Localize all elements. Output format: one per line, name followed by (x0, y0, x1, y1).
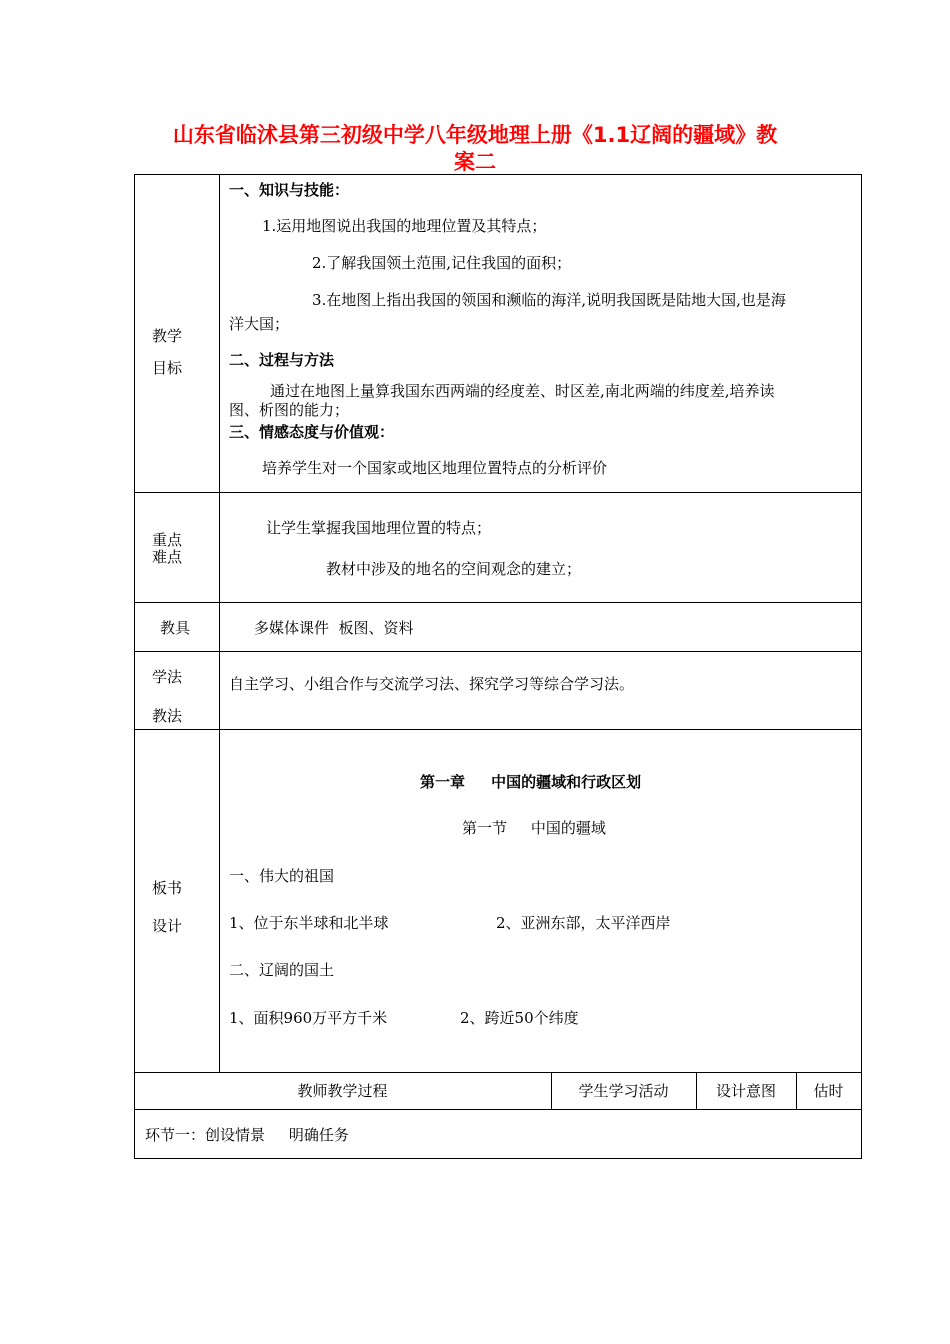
goals-label-1: 教学 (152, 327, 183, 345)
table-border-top (134, 174, 862, 175)
row-divider-tools (134, 651, 862, 652)
table-border-bottom (134, 1158, 862, 1159)
keypoint-1: 让学生掌握我国地理位置的特点； (266, 519, 492, 537)
header-design-intent: 设计意图 (715, 1082, 776, 1100)
goals-item-2: 2.了解我国领土范围,记住我国的面积； (312, 254, 572, 272)
goals-item-3-line-2: 洋大国； (229, 315, 290, 333)
methods-content: 自主学习、小组合作与交流学习法、探究学习等综合学习法。 (229, 675, 635, 693)
board-chapter: 第一章 中国的疆域和行政区划 (420, 773, 642, 791)
row-divider-header (134, 1109, 862, 1110)
goals-section3-heading: 三、情感态度与价值观： (229, 423, 395, 441)
keypoints-label-1: 重点 (152, 531, 183, 549)
board-label-2: 设计 (152, 917, 183, 935)
header-teacher-process: 教师教学过程 (297, 1082, 388, 1100)
keypoints-label-2: 难点 (152, 548, 183, 566)
table-border-left (134, 174, 135, 1159)
goals-process-line-1: 通过在地图上量算我国东西两端的经度差、时区差,南北两端的纬度差,培养读 (270, 382, 775, 400)
goals-attitude: 培养学生对一个国家或地区地理位置特点的分析评价 (262, 459, 608, 477)
row-divider-goals (134, 492, 862, 493)
board-section: 第一节 中国的疆域 (462, 819, 606, 837)
row-divider-board (134, 1072, 862, 1073)
goals-process-line-2: 图、析图的能力； (229, 401, 350, 419)
keypoint-2: 教材中涉及的地名的空间观念的建立； (326, 560, 582, 578)
methods-label-2: 教法 (152, 707, 183, 725)
board-item-2a: 1、面积960万平方千米 (229, 1009, 388, 1027)
title-line-2: 案二 (454, 150, 496, 174)
header-student-activity: 学生学习活动 (578, 1082, 669, 1100)
goals-section2-heading: 二、过程与方法 (229, 351, 335, 369)
title-line-1: 山东省临沭县第三初级中学八年级地理上册《1.1辽阔的疆域》教 (172, 123, 778, 147)
goals-item-3-line-1: 3.在地图上指出我国的领国和濒临的海洋,说明我国既是陆地大国,也是海 (312, 291, 786, 309)
board-heading-1: 一、伟大的祖国 (229, 867, 335, 885)
goals-label-2: 目标 (152, 359, 183, 377)
table-border-right (861, 174, 862, 1159)
tools-content: 多媒体课件 板图、资料 (254, 619, 414, 637)
tools-label: 教具 (160, 619, 191, 637)
goals-item-1: 1.运用地图说出我国的地理位置及其特点； (262, 217, 547, 235)
row-divider-methods (134, 729, 862, 730)
board-item-1a: 1、位于东半球和北半球 (229, 914, 389, 932)
label-column-divider (219, 174, 220, 1072)
goals-section1-heading: 一、知识与技能： (229, 181, 350, 199)
board-item-2b: 2、跨近50个纬度 (460, 1009, 579, 1027)
header-estimated-time: 估时 (813, 1082, 844, 1100)
board-label-1: 板书 (152, 879, 183, 897)
stage-1-text: 环节一：创设情景 明确任务 (145, 1126, 349, 1144)
board-item-1b: 2、亚洲东部，太平洋西岸 (496, 914, 671, 932)
board-heading-2: 二、辽阔的国土 (229, 961, 335, 979)
row-divider-keypoints (134, 602, 862, 603)
methods-label-1: 学法 (152, 668, 183, 686)
